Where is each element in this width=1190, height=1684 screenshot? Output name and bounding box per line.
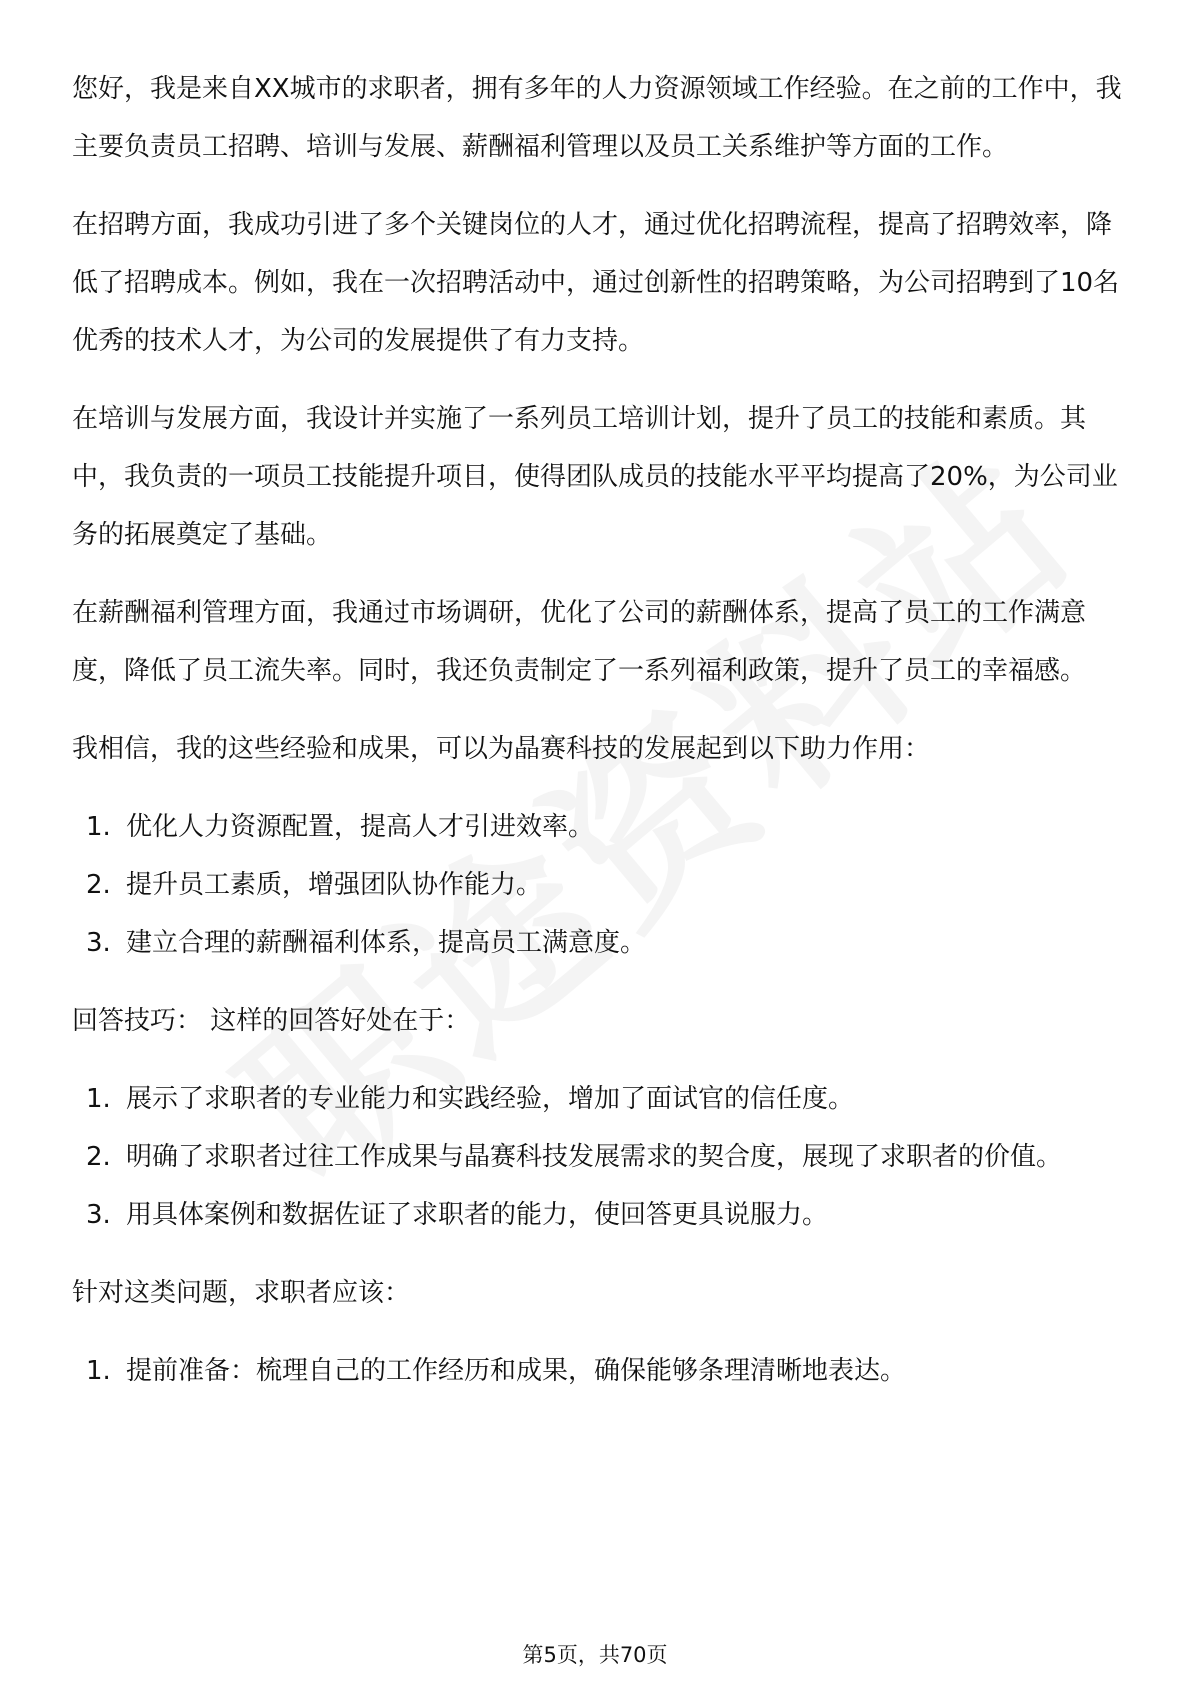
paragraph-compensation: 在薪酬福利管理方面，我通过市场调研，优化了公司的薪酬体系，提高了员工的工作满意度，降低了员工流失率。同时，我还负责制定了一系列福利政策，提升了员工的幸福感。 [72, 598, 1087, 686]
list-item-text: 建立合理的薪酬福利体系，提高员工满意度。 [126, 928, 647, 958]
list-item [72, 1070, 1132, 1128]
paragraph-intro: 您好，我是来自XX城市的求职者，拥有多年的人力资源领域工作经验。在之前的工作中，我主要负责员工招聘、培训与发展、薪酬福利管理以及员工关系维护等方面的工作。 [72, 74, 1122, 162]
paragraph-advice-intro: 针对这类问题，求职者应该： [72, 1278, 411, 1308]
contribution-list [72, 798, 1132, 972]
list-item [72, 1186, 1132, 1244]
list-item-text: 明确了求职者过往工作成果与晶赛科技发展需求的契合度，展现了求职者的价值。 [126, 1142, 1063, 1172]
page-number: 第5页，共70页 [522, 1643, 668, 1667]
list-item-text: 展示了求职者的专业能力和实践经验，增加了面试官的信任度。 [126, 1084, 855, 1114]
paragraph-recruitment: 在招聘方面，我成功引进了多个关键岗位的人才，通过优化招聘流程，提高了招聘效率，降低了招聘成本。例如，我在一次招聘活动中，通过创新性的招聘策略，为公司招聘到了10名优秀的技术人才，为公司的发展提供了有力支持。 [72, 210, 1120, 356]
list-item-text: 提前准备：梳理自己的工作经历和成果，确保能够条理清晰地表达。 [126, 1356, 907, 1386]
list-item [72, 856, 1132, 914]
list-item-number: 1. [86, 812, 111, 842]
paragraph-answer-tips: 回答技巧： 这样的回答好处在于： [72, 1006, 471, 1036]
list-item-number: 1. [86, 1084, 111, 1114]
paragraph-training: 在培训与发展方面，我设计并实施了一系列员工培训计划，提升了员工的技能和素质。其中，我负责的一项员工技能提升项目，使得团队成员的技能水平平均提高了20%，为公司业务的拓展奠定了基础。 [72, 404, 1118, 550]
list-item [72, 1128, 1132, 1186]
list-item-number: 1. [86, 1356, 111, 1386]
list-item-text: 优化人力资源配置，提高人才引进效率。 [126, 812, 595, 842]
list-item-number: 3. [86, 928, 111, 958]
paragraph-contribution-intro: 我相信，我的这些经验和成果，可以为晶赛科技的发展起到以下助力作用： [72, 734, 931, 764]
list-item [72, 914, 1132, 972]
list-item-number: 2. [86, 1142, 111, 1172]
list-item [72, 798, 1132, 856]
list-item-number: 2. [86, 870, 111, 900]
list-item-number: 3. [86, 1200, 111, 1230]
list-item [72, 1342, 1132, 1400]
advice-list [72, 1342, 1132, 1400]
tips-list [72, 1070, 1132, 1244]
list-item-text: 用具体案例和数据佐证了求职者的能力，使回答更具说服力。 [126, 1200, 829, 1230]
document-body [72, 60, 1132, 1420]
list-item-text: 提升员工素质，增强团队协作能力。 [126, 870, 543, 900]
